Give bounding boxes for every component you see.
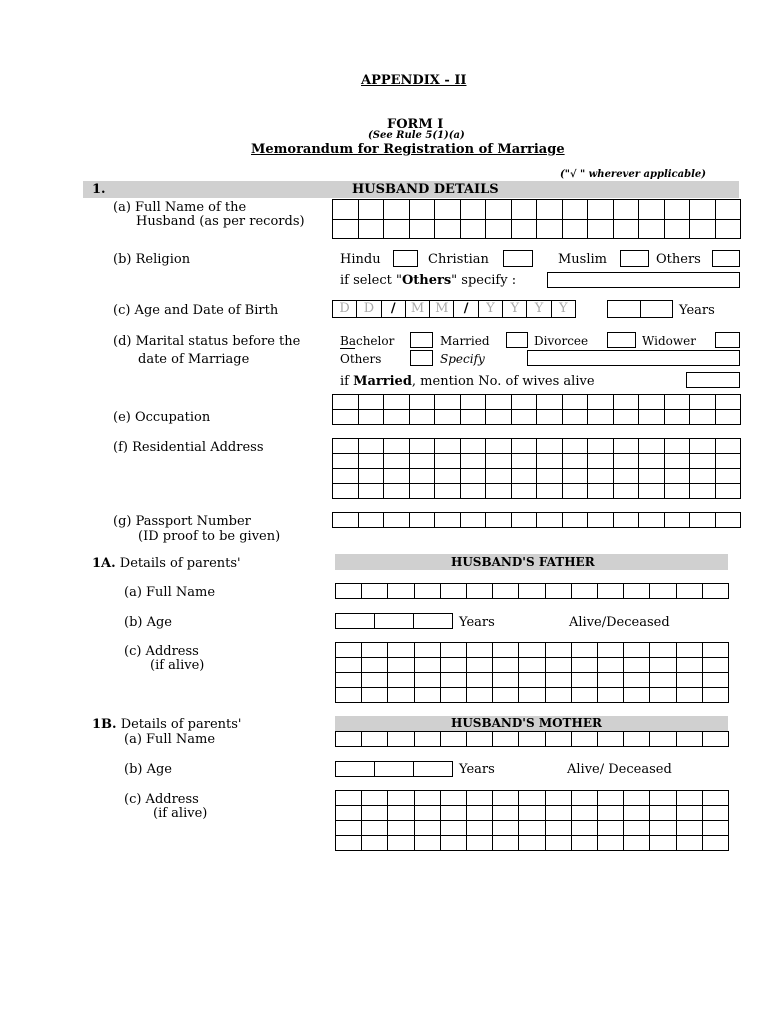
divider-line xyxy=(340,348,355,349)
father-full-name-grid[interactable] xyxy=(335,583,729,599)
appendix-title: APPENDIX - II xyxy=(361,73,467,88)
marital-divorcee-label: Divorcee xyxy=(534,334,589,348)
tick-note: ("√ " wherever applicable) xyxy=(560,169,706,180)
religion-christian-checkbox[interactable] xyxy=(503,250,533,267)
religion-others-label: Others xyxy=(656,252,701,267)
passport-note: (ID proof to be given) xyxy=(138,529,281,544)
address-label: (f) Residential Address xyxy=(113,440,264,455)
age-years-grid[interactable] xyxy=(607,300,673,318)
husband-full-name-grid[interactable] xyxy=(332,199,741,239)
marital-bachelor-checkbox[interactable] xyxy=(410,332,433,348)
marital-specify-field[interactable] xyxy=(527,350,740,366)
religion-hindu-label: Hindu xyxy=(340,252,381,267)
memorandum-title: Memorandum for Registration of Marriage xyxy=(251,142,565,157)
marital-specify-label: Specify xyxy=(440,352,485,366)
religion-hindu-checkbox[interactable] xyxy=(393,250,418,267)
mother-age-grid[interactable] xyxy=(335,761,453,777)
mother-full-name-label: (a) Full Name xyxy=(124,732,216,747)
marital-status-label-2: date of Marriage xyxy=(138,352,250,367)
marital-divorcee-checkbox[interactable] xyxy=(607,332,636,348)
marital-others-label: Others xyxy=(340,352,382,366)
section-1b-label: 1B. Details of parents' xyxy=(92,717,242,732)
husbands-mother-title: HUSBAND'S MOTHER xyxy=(451,716,602,730)
father-years-label: Years xyxy=(459,615,495,630)
mother-age-label: (b) Age xyxy=(124,762,173,777)
father-full-name-label: (a) Full Name xyxy=(124,585,216,600)
father-age-grid[interactable] xyxy=(335,613,453,629)
religion-label: (b) Religion xyxy=(113,252,191,267)
father-address-grid[interactable] xyxy=(335,642,729,703)
mother-status-label: Alive/ Deceased xyxy=(567,762,672,777)
husband-details-title: HUSBAND DETAILS xyxy=(352,182,499,197)
wives-alive-label: if Married, mention No. of wives alive xyxy=(340,374,595,389)
father-address-label: (c) Address xyxy=(124,644,199,659)
section-1a-label: 1A. Details of parents' xyxy=(92,556,241,571)
father-address-note: (if alive) xyxy=(150,658,205,673)
marital-status-label: (d) Marital status before the xyxy=(113,334,301,349)
dob-input-grid[interactable]: D D / M M / Y Y Y Y xyxy=(332,300,576,318)
section-1-number: 1. xyxy=(92,182,106,197)
marital-married-label: Married xyxy=(440,334,490,348)
religion-specify-field[interactable] xyxy=(547,272,740,288)
occupation-label: (e) Occupation xyxy=(113,410,211,425)
others-specify-label: if select "Others" specify : xyxy=(340,273,517,288)
passport-grid[interactable] xyxy=(332,512,741,528)
mother-address-note: (if alive) xyxy=(153,806,208,821)
father-status-label: Alive/Deceased xyxy=(569,615,670,630)
mother-years-label: Years xyxy=(459,762,495,777)
marital-widower-checkbox[interactable] xyxy=(715,332,740,348)
religion-others-checkbox[interactable] xyxy=(712,250,740,267)
form-title: FORM I xyxy=(387,117,444,132)
full-name-label: (a) Full Name of the xyxy=(113,200,247,215)
mother-full-name-grid[interactable] xyxy=(335,731,729,747)
passport-label: (g) Passport Number xyxy=(113,514,251,529)
age-years-label: Years xyxy=(679,303,715,318)
occupation-grid[interactable] xyxy=(332,394,741,425)
address-grid[interactable] xyxy=(332,438,741,499)
mother-address-label: (c) Address xyxy=(124,792,199,807)
father-age-label: (b) Age xyxy=(124,615,173,630)
age-dob-label: (c) Age and Date of Birth xyxy=(113,303,279,318)
religion-christian-label: Christian xyxy=(428,252,489,267)
full-name-label-2: Husband (as per records) xyxy=(136,214,305,229)
religion-muslim-checkbox[interactable] xyxy=(620,250,649,267)
marital-married-checkbox[interactable] xyxy=(506,332,528,348)
marital-widower-label: Widower xyxy=(642,334,696,348)
rule-reference: (See Rule 5(1)(a) xyxy=(368,130,465,141)
husbands-father-title: HUSBAND'S FATHER xyxy=(451,555,595,569)
marital-others-checkbox[interactable] xyxy=(410,350,433,366)
mother-address-grid[interactable] xyxy=(335,790,729,851)
marital-bachelor-label: Bachelor xyxy=(340,334,395,348)
wives-alive-field[interactable] xyxy=(686,372,740,388)
religion-muslim-label: Muslim xyxy=(558,252,607,267)
